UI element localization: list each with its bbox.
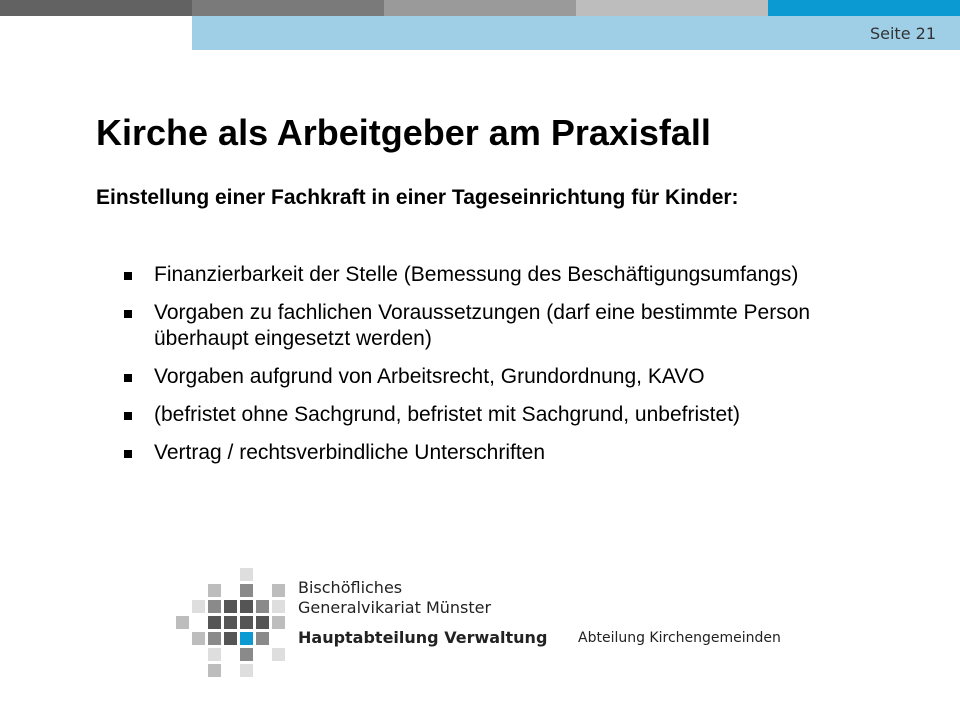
logo-tile (272, 584, 285, 597)
header-bar-segment (0, 0, 192, 16)
square-bullet-icon (124, 374, 132, 382)
logo-tile (224, 600, 237, 613)
logo-tile (208, 600, 221, 613)
logo-tile (240, 600, 253, 613)
org-division: Hauptabteilung Verwaltung (298, 628, 548, 647)
bullet-item (124, 402, 884, 428)
org-name-line1: Bischöfliches (298, 578, 403, 597)
square-bullet-icon (124, 412, 132, 420)
bullet-list (124, 262, 884, 478)
header-bar-segment (768, 0, 960, 16)
header-color-bar (0, 0, 960, 16)
logo-tile (224, 632, 237, 645)
logo-tile (240, 568, 253, 581)
bullet-text: Vorgaben zu fachlichen Voraussetzungen (darf eine bestimmte Person überhaupt eingesetzt werden) (154, 301, 811, 350)
logo-tile (240, 584, 253, 597)
logo-tile (208, 664, 221, 677)
logo-tile (272, 648, 285, 661)
square-bullet-icon (124, 450, 132, 458)
logo-tile (240, 616, 253, 629)
diocese-logo-icon (176, 568, 288, 680)
logo-tile (256, 632, 269, 645)
logo-tile (192, 632, 205, 645)
logo-tile (208, 632, 221, 645)
header-bar-segment (384, 0, 576, 16)
header-bar-segment (192, 0, 384, 16)
logo-tile (208, 648, 221, 661)
bullet-item (124, 364, 884, 390)
logo-tile (240, 664, 253, 677)
logo-tile (240, 632, 253, 645)
slide-intro: Einstellung einer Fachkraft in einer Tageseinrichtung für Kinder: (96, 186, 739, 209)
logo-tile (240, 648, 253, 661)
bullet-text: (befristet ohne Sachgrund, befristet mit Sachgrund, unbefristet) (154, 403, 740, 426)
logo-tile (256, 600, 269, 613)
bullet-item (124, 300, 884, 352)
bullet-item (124, 440, 884, 466)
square-bullet-icon (124, 272, 132, 280)
logo-tile (176, 616, 189, 629)
logo-tile (272, 616, 285, 629)
page-number: Seite 21 (869, 24, 936, 43)
org-name-line2: Generalvikariat Münster (298, 598, 492, 617)
logo-tile (208, 584, 221, 597)
bullet-text: Vorgaben aufgrund von Arbeitsrecht, Grundordnung, KAVO (154, 365, 705, 388)
bullet-text: Vertrag / rechtsverbindliche Unterschriften (154, 441, 546, 464)
bullet-text: Finanzierbarkeit der Stelle (Bemessung des Beschäftigungsumfangs) (154, 263, 799, 286)
square-bullet-icon (124, 310, 132, 318)
department-label: Abteilung Kirchengemeinden (578, 630, 781, 646)
slide-title: Kirche als Arbeitgeber am Praxisfall (96, 112, 711, 153)
bullet-item (124, 262, 884, 288)
logo-tile (224, 616, 237, 629)
logo-tile (192, 600, 205, 613)
header-bar-segment (576, 0, 768, 16)
logo-tile (208, 616, 221, 629)
header-accent-band (192, 16, 960, 50)
logo-tile (256, 616, 269, 629)
logo-tile (272, 600, 285, 613)
